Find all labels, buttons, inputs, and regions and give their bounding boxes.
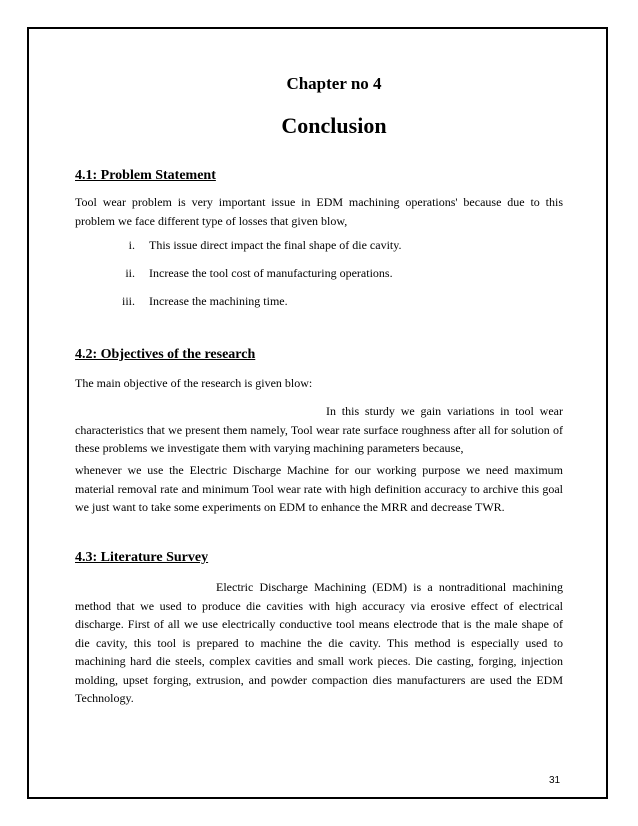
list-item xyxy=(75,238,563,266)
list-item-number: i. xyxy=(128,238,135,252)
list-item-text: This issue direct impact the final shape of die cavity. xyxy=(149,238,402,252)
section-heading-objectives: 4.2: Objectives of the research xyxy=(75,347,256,362)
chapter-title: Conclusion xyxy=(281,113,387,138)
problem-list xyxy=(75,238,563,322)
problem-statement-paragraph: Tool wear problem is very important issue in EDM machining operations' because due to this problem we face different type of losses that given blow, xyxy=(75,195,563,228)
list-item xyxy=(75,266,563,294)
list-item-text: Increase the machining time. xyxy=(149,294,288,308)
page-number: 31 xyxy=(549,775,561,786)
objectives-intro-paragraph: The main objective of the research is given blow: xyxy=(75,376,313,390)
list-item-text: Increase the tool cost of manufacturing operations. xyxy=(149,266,393,280)
list-item-number: ii. xyxy=(125,266,135,280)
literature-survey-paragraph: Electric Discharge Machining (EDM) is a nontraditional machining method that we used to produce die cavities with high accuracy via erosive effect of electrical discharge. First of all we use electrically conductive tool means electrode that is the male shape of die cavity, this tool is prepared to machine the die cavity. This method is especially used to machining hard die steels, complex cavities and small work pieces. Die casting, forging, injection molding, upset forging, extrusion, and powder compaction dies manufacturers are used the EDM Technology. xyxy=(75,580,563,705)
section-heading-literature-survey: 4.3: Literature Survey xyxy=(75,550,209,565)
objectives-paragraph: In this sturdy we gain variations in tool wear characteristics that we present them namely, Tool wear rate surface roughness after all for solution of these problems we investigate them with varying machining parameters because, xyxy=(75,404,563,455)
section-heading-problem-statement: 4.1: Problem Statement xyxy=(75,168,216,183)
list-item xyxy=(75,294,563,322)
chapter-number: Chapter no 4 xyxy=(286,74,382,93)
list-item-number: iii. xyxy=(121,294,135,308)
objectives-continuation-paragraph: whenever we use the Electric Discharge Machine for our working purpose we need maximum material removal rate and minimum Tool wear rate with high definition accuracy to archive this goal we just want to take some experiments on EDM to enhance the MRR and decrease TWR. xyxy=(75,463,563,514)
